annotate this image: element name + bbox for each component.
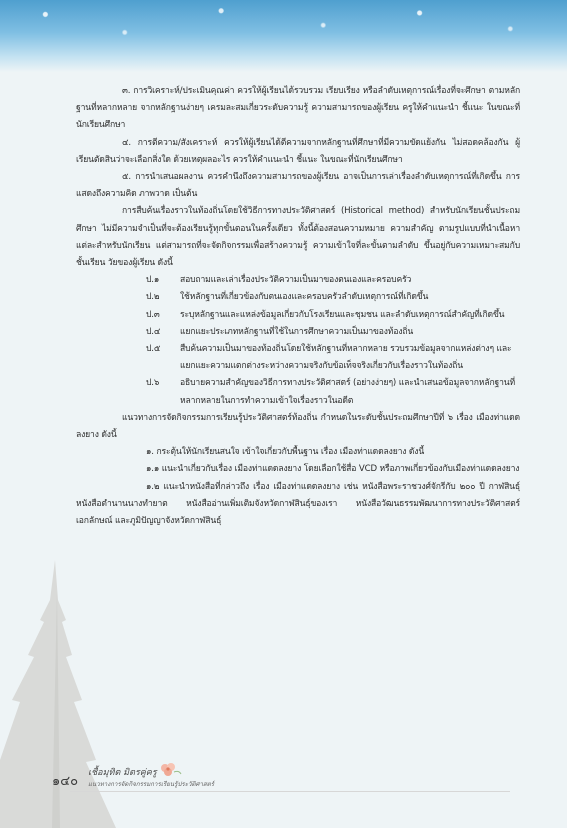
list-item	[76, 375, 520, 409]
list-item-label: ป.๔	[146, 326, 161, 337]
list-item-text: อธิบายความสำคัญของวิธีการทางประวัติศาสตร์ (อย่างง่ายๆ) และนำเสนอข้อมูลจากหลักฐานที่หลากหลายในการทำความเข้าใจเรื่องราวในอดีต	[180, 378, 516, 406]
paragraph-step-4: ๔. การตีความ/สังเคราะห์ ควรให้ผู้เรียนได้ตีความจากหลักฐานที่ศึกษาที่มีความขัดแย้งกัน ไม่สอดคล้องกัน ผู้เรียนตัดสินว่าจะเลือกสิ่งใด ด้วยเหตุผลอะไร ควรให้คำแนะนำ ชี้แนะ ในขณะที่นักเรียนศึกษา	[76, 137, 520, 165]
page-content	[76, 83, 520, 530]
paragraph-step-5: ๕. การนำเสนอผลงาน ควรคำนึงถึงความสามารถของผู้เรียน อาจเป็นการเล่าเรื่องลำดับเหตุการณ์ที่เกิดขึ้น การแสดงถึงความคิด ภาพวาด เป็นต้น	[76, 172, 520, 200]
header-sky-banner	[0, 0, 567, 72]
list-item-label: ป.๖	[146, 378, 160, 389]
paragraph-step-3: ๓. การวิเคราะห์/ประเมินคุณค่า ควรให้ผู้เรียนได้รวบรวม เรียบเรียง หรือลำดับเหตุการณ์เรื่องที่จะศึกษา ตามหลักฐานที่หลากหลาย จากหลักฐานง่ายๆ เครมละสมเกี่ยวระดับความรู้ ความสามารถของผู้เรียน ครูให้คำแนะนำ ชี้แนะ ในขณะที่นักเรียนศึกษา	[76, 86, 520, 131]
list-item	[76, 272, 520, 289]
list-item-label: ป.๑	[146, 275, 160, 286]
list-item	[76, 341, 520, 375]
list-item-text: แยกแยะประเภทหลักฐานที่ใช้ในการศึกษาความเป็นมาของท้องถิ่น	[180, 326, 414, 337]
activity-item-1-2: ๑.๒ แนะนำหนังสือที่กล่าวถึง เรื่อง เมืองท่าแดดลงยาง เช่น หนังสือพระราชวงศ์จักรีกับ ๒๐๐ ปี กาฬสินธุ์ หนังสือตำนานนางทำยาต หนังสืออ่านเพิ่มเติมจังหวัดกาฬสินธุ์ของเรา หนังสือวัฒนธรรมพัฒนาการทางประวัติศาสตร์ เอกลักษณ์ และภูมิปัญญาจังหวัดกาฬสินธุ์	[76, 481, 520, 527]
grade-level-list	[76, 272, 520, 410]
footer-book-title: เชื้อมุทิต มิตรคู่ครู	[88, 768, 157, 778]
list-item-label: ป.๓	[146, 309, 160, 320]
list-item-label: ป.๕	[146, 344, 161, 355]
list-item	[76, 324, 520, 341]
activity-item-1-1: ๑.๑ แนะนำเกี่ยวกับเรื่อง เมืองท่าแดดลงยาง โดยเลือกใช้สื่อ VCD หรือภาพเกี่ยวข้องกับเมืองท่าแดดลงยาง	[146, 464, 520, 475]
paragraph-historical-method: การสืบค้นเรื่องราวในท้องถิ่นโดยใช้วิธีการทางประวัติศาสตร์ (Historical method) สำหรับนักเรียนชั้นประถมศึกษา ไม่มีความจำเป็นที่จะต้องเรียนรู้ทุกขั้นตอนในครั้งเดียว ทั้งนี้ต้องสอนความหมาย ความสำคัญ ตามรูปแบบที่นำเนื้อหาแต่ละสำหรับนักเรียน แต่สามารถที่จะจัดกิจกรรมเพื่อสร้างความรู้ ความเข้าใจที่ละขั้นตามลำดับ ขึ้นอยู่กับความเหมาะสมกับชั้นเรียน วัยของผู้เรียน ดังนี้	[76, 206, 520, 269]
footer-divider	[70, 791, 510, 792]
page-number: ๑๔๐	[52, 774, 79, 789]
list-item-text: ใช้หลักฐานที่เกี่ยวข้องกับตนเองและครอบครัวลำดับเหตุการณ์ที่เกิดขึ้น	[180, 292, 429, 303]
activity-item-1: ๑. กระตุ้นให้นักเรียนสนใจ เข้าใจเกี่ยวกับพื้นฐาน เรื่อง เมืองท่าแดดลงยาง ดังนี้	[146, 447, 425, 458]
footer-book-subtitle: แนวทางการจัดกิจกรรมการเรียนรู้ประวัติศาสตร์	[88, 781, 215, 788]
paragraph-guidelines: แนวทางการจัดกิจกรรมการเรียนรู้ประวัติศาสตร์ท้องถิ่น กำหนดในระดับชั้นประถมศึกษาปีที่ ๖ เรื่อง เมืองท่าแดดลงยาง ดังนี้	[76, 412, 520, 441]
list-item	[76, 289, 520, 306]
list-item-text: ระบุหลักฐานและแหล่งข้อมูลเกี่ยวกับโรงเรียนและชุมชน และลำดับเหตุการณ์สำคัญที่เกิดขึ้น	[180, 309, 505, 320]
list-item-text: สืบค้นความเป็นมาของท้องถิ่นโดยใช้หลักฐานที่หลากหลาย รวบรวมข้อมูลจากแหล่งต่างๆ และแยกแยะความแตกต่างระหว่างความจริงกับข้อเท็จจริงเกี่ยวกับเรื่องราวในท้องถิ่น	[180, 344, 512, 372]
list-item-label: ป.๒	[146, 292, 160, 303]
list-item	[76, 307, 520, 324]
list-item-text: สอบถามและเล่าเรื่องประวัติความเป็นมาของตนเองและครอบครัว	[180, 275, 412, 286]
flower-icon	[156, 760, 182, 780]
